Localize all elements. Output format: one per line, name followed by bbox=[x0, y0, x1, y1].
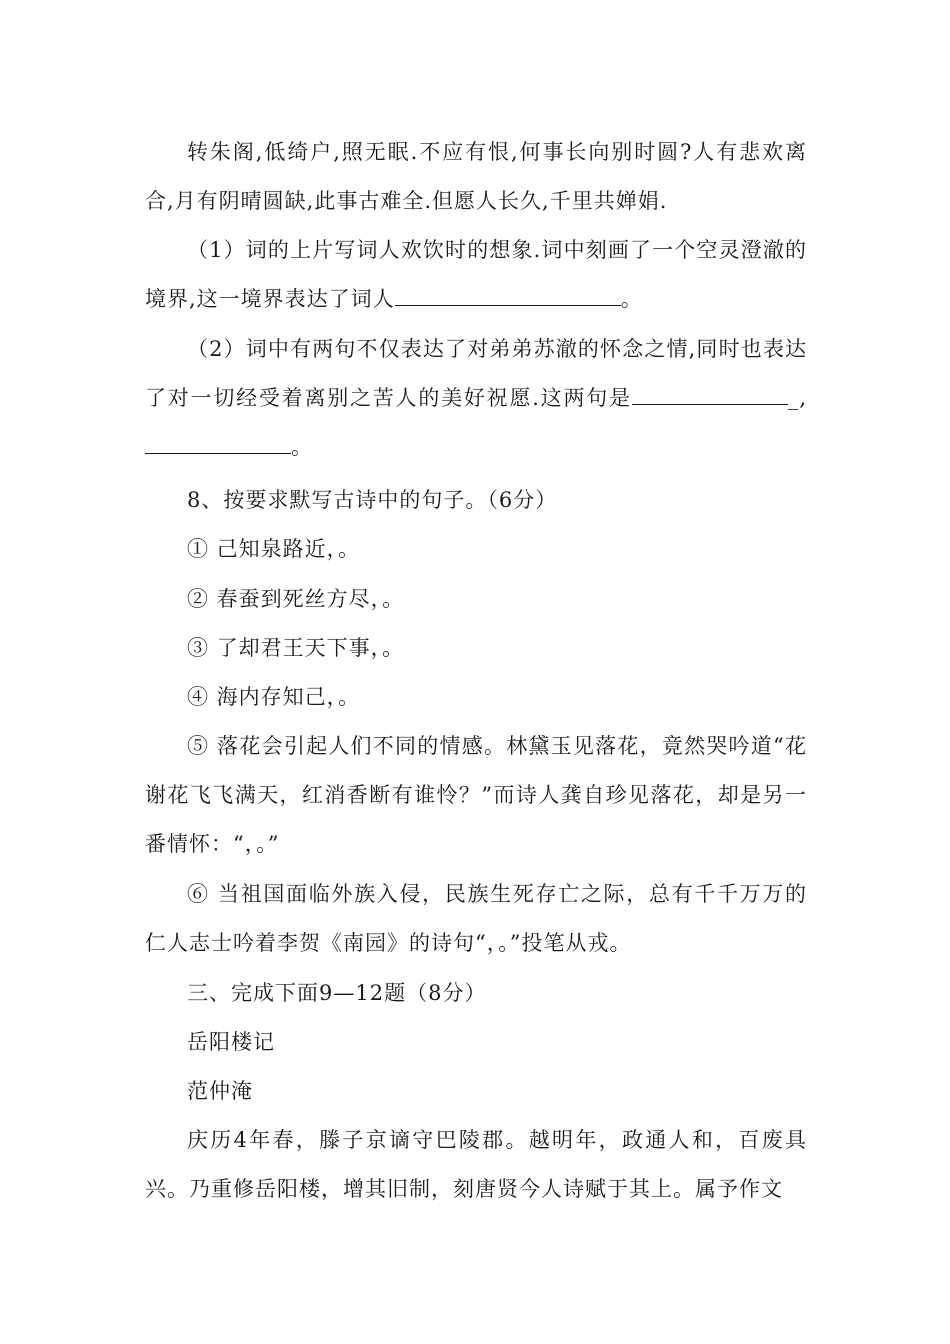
answer-blank-2[interactable] bbox=[632, 382, 788, 405]
poem-text: 转朱阁,低绮户,照无眠.不应有恨,何事长向别时圆?人有悲欢离合,月有阴晴圆缺,此事古难全.但愿人长久,千里共婵娟. bbox=[145, 140, 807, 213]
question-2-end: 。 bbox=[291, 435, 313, 459]
answer-blank-1[interactable] bbox=[395, 283, 621, 306]
section-8-heading: 8、按要求默写古诗中的句子。（6分） bbox=[187, 488, 558, 512]
section-3-heading: 三、完成下面9—12题（8分） bbox=[187, 981, 487, 1005]
section-8-item: ③ 了却君王天下事，。 bbox=[187, 636, 405, 660]
section-8-item: ⑤ 落花会引起人们不同的情感。林黛玉见落花，竟然哭吟道“花谢花飞飞满天，红消香断有谁怜？”而诗人龚自珍见落花，却是另一番情怀：“，。” bbox=[145, 734, 807, 856]
question-1-text: （1）词的上片写词人欢饮时的想象.词中刻画了一个空灵澄澈的境界,这一境界表达了词人 bbox=[145, 238, 807, 311]
section-8-item: ② 春蚕到死丝方尽，。 bbox=[187, 587, 405, 611]
section-8-item: ① 己知泉路近，。 bbox=[187, 537, 361, 561]
question-2-text: （2）词中有两句不仅表达了对弟弟苏澈的怀念之情,同时也表达了对一切经受着离别之苦人的美好祝愿.这两句是 bbox=[145, 337, 807, 410]
article-title: 岳阳楼记 bbox=[187, 1030, 275, 1054]
section-8-item: ⑥ 当祖国面临外族入侵，民族生死存亡之际，总有千千万万的仁人志士吟着李贺《南园》的诗句“，。”投笔从戎。 bbox=[145, 882, 807, 955]
question-2 bbox=[145, 325, 807, 472]
question-2-separator: _, bbox=[787, 386, 807, 410]
question-1-end: 。 bbox=[620, 287, 643, 311]
article-body: 庆历4年春，滕子京谪守巴陵郡。越明年，政通人和，百废具兴。乃重修岳阳楼，增其旧制，刻唐贤今人诗赋于其上。属予作文 bbox=[145, 1128, 807, 1201]
question-1 bbox=[145, 226, 807, 324]
article-author: 范仲淹 bbox=[187, 1079, 253, 1103]
answer-blank-3[interactable] bbox=[145, 431, 291, 454]
section-8-item: ④ 海内存知己，。 bbox=[187, 685, 361, 709]
